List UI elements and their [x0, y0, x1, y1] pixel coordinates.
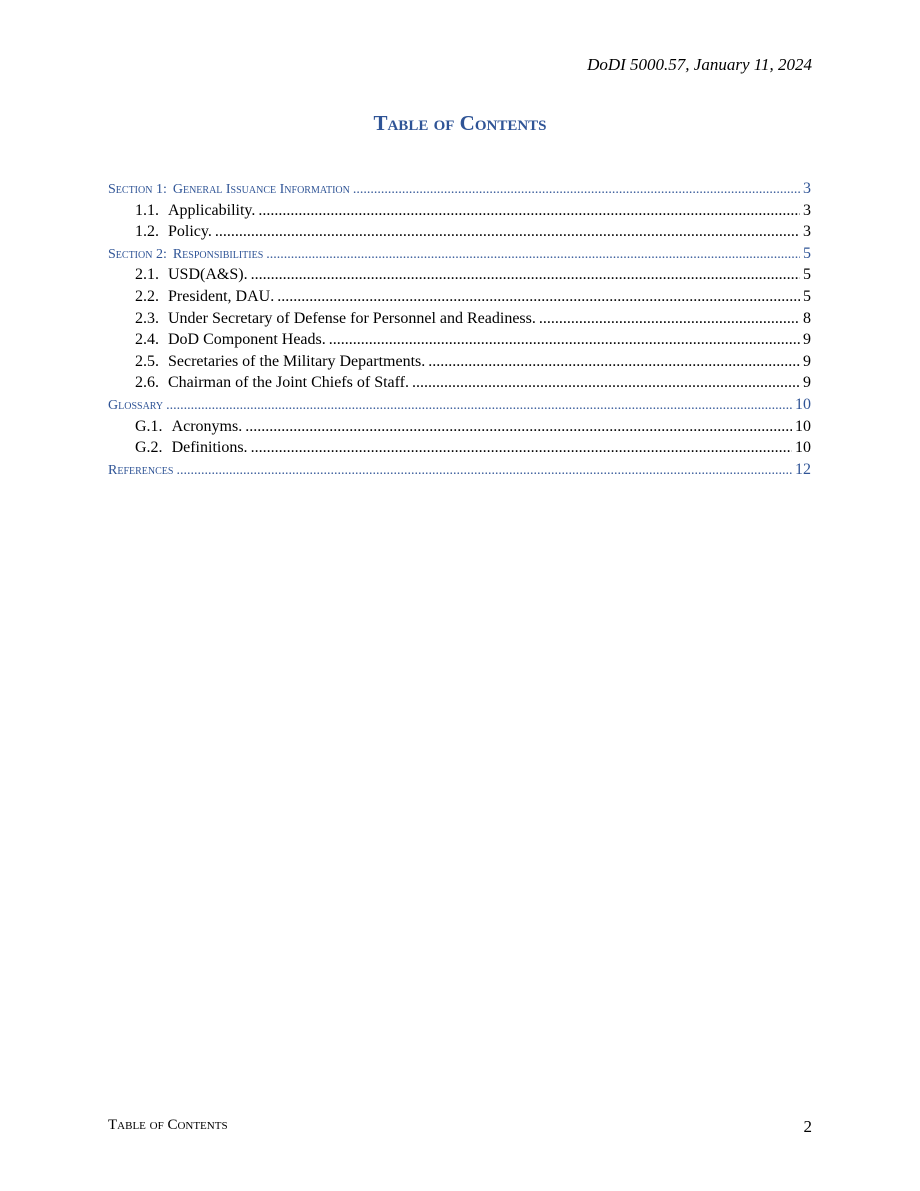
toc-entry-page-number: 5 — [803, 287, 811, 305]
toc-entry-page-number: 12 — [795, 460, 811, 478]
toc-entry-number: Section 1: — [108, 182, 167, 197]
toc-entry-title: Under Secretary of Defense for Personnel and Readiness. — [168, 309, 536, 327]
toc-entry-title: DoD Component Heads. — [168, 331, 326, 349]
toc-subsection-entry[interactable] — [108, 221, 811, 243]
toc-entry-page-number: 8 — [803, 309, 811, 327]
toc-subsection-entry[interactable] — [108, 308, 811, 330]
toc-entry-number: Section 2: — [108, 246, 167, 262]
footer-title: Table of Contents — [108, 1117, 228, 1133]
toc-subsection-entry[interactable] — [108, 351, 811, 373]
toc-entry-page-number: 3 — [803, 180, 811, 197]
toc-entry-page-number: 10 — [795, 417, 811, 435]
toc-subsection-entry[interactable] — [108, 286, 811, 308]
table-of-contents — [108, 178, 811, 480]
toc-entry-title: Applicability. — [168, 201, 256, 219]
toc-entry-title: Glossary — [108, 397, 164, 413]
toc-dot-leader — [251, 264, 800, 286]
toc-entry-number: G.2. — [135, 439, 163, 457]
toc-dot-leader — [539, 308, 800, 330]
toc-section-entry[interactable] — [108, 178, 811, 200]
toc-entry-number: 2.3. — [135, 309, 159, 327]
toc-entry-page-number: 5 — [803, 266, 811, 284]
toc-entry-number: 1.1. — [135, 201, 159, 219]
toc-dot-leader — [258, 200, 800, 222]
toc-dot-leader — [428, 351, 800, 373]
toc-section-entry[interactable] — [108, 459, 811, 481]
toc-dot-leader — [251, 437, 792, 459]
toc-entry-title: References — [108, 462, 174, 478]
toc-entry-number: 1.2. — [135, 223, 159, 241]
toc-entry-page-number: 10 — [795, 439, 811, 457]
toc-entry-page-number: 9 — [803, 331, 811, 349]
toc-subsection-entry[interactable] — [108, 372, 811, 394]
toc-subsection-entry[interactable] — [108, 329, 811, 351]
toc-entry-number: G.1. — [135, 417, 163, 435]
toc-subsection-entry[interactable] — [108, 200, 811, 222]
toc-dot-leader — [176, 460, 792, 481]
toc-dot-leader — [266, 244, 800, 265]
toc-dot-leader — [215, 221, 800, 243]
toc-entry-number: 2.4. — [135, 331, 159, 349]
toc-subsection-entry[interactable] — [108, 264, 811, 286]
toc-entry-number: 2.1. — [135, 266, 159, 284]
toc-entry-title: Secretaries of the Military Departments. — [168, 352, 426, 370]
toc-dot-leader — [329, 329, 800, 351]
toc-entry-title: USD(A&S). — [168, 266, 248, 284]
toc-subsection-entry[interactable] — [108, 437, 811, 459]
toc-entry-page-number: 3 — [803, 201, 811, 219]
toc-section-entry[interactable] — [108, 243, 811, 265]
toc-entry-title: Policy. — [168, 223, 212, 241]
toc-dot-leader — [353, 179, 800, 200]
toc-entry-number: 2.6. — [135, 374, 159, 392]
toc-entry-title: Acronyms. — [171, 417, 243, 435]
footer-page-number: 2 — [803, 1117, 812, 1136]
toc-entry-title: Chairman of the Joint Chiefs of Staff. — [168, 374, 409, 392]
toc-dot-leader — [412, 372, 800, 394]
toc-entry-page-number: 9 — [803, 374, 811, 392]
toc-entry-page-number: 3 — [803, 223, 811, 241]
toc-entry-title: Definitions. — [171, 439, 248, 457]
toc-entry-page-number: 10 — [795, 395, 811, 413]
toc-dot-leader — [245, 416, 792, 438]
toc-entry-number: 2.2. — [135, 287, 159, 305]
toc-entry-page-number: 5 — [803, 244, 811, 262]
toc-entry-title: Responsibilities — [172, 246, 264, 262]
toc-entry-title: General Issuance Information — [172, 182, 350, 197]
document-reference: DoDI 5000.57, January 11, 2024 — [587, 55, 812, 74]
page-title: Table of Contents — [373, 111, 547, 135]
toc-subsection-entry[interactable] — [108, 416, 811, 438]
toc-entry-title: President, DAU. — [168, 287, 275, 305]
toc-entry-number: 2.5. — [135, 352, 159, 370]
toc-entry-page-number: 9 — [803, 352, 811, 370]
toc-section-entry[interactable] — [108, 394, 811, 416]
toc-dot-leader — [277, 286, 800, 308]
toc-dot-leader — [166, 395, 792, 416]
